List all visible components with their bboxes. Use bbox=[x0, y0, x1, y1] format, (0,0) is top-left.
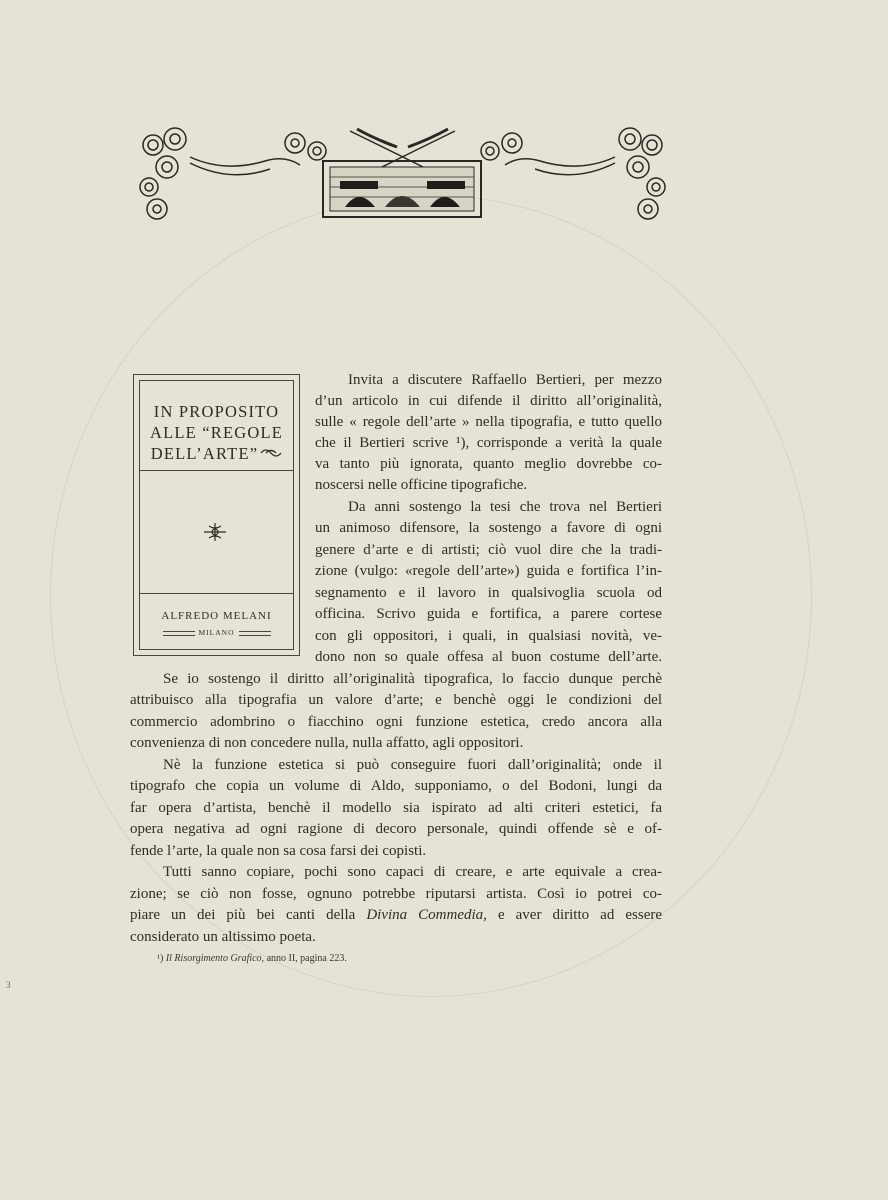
footnote-source: Il Risorgimento Grafico, bbox=[165, 953, 265, 964]
column-line: sulle « regole dell’arte » nella tipografia, e tutto quello bbox=[315, 414, 662, 430]
column-line: noscersi nelle officine tipografiche. bbox=[315, 477, 528, 493]
body-line: Nè la funzione estetica si può conseguire fuori dall’originalità; onde il bbox=[163, 757, 662, 773]
column-line: dono non so quale offesa al buon costume dell’arte. bbox=[315, 649, 662, 665]
body-line: fende l’arte, la quale non sa cosa farsi dei copisti. bbox=[130, 843, 427, 859]
title-line-2: ALLE “REGOLE bbox=[149, 423, 284, 442]
title-line-3-text: DELL’ARTE” bbox=[150, 444, 259, 463]
title-line-3 bbox=[140, 443, 293, 464]
footnote bbox=[157, 953, 347, 964]
footnote-detail: anno II, pagina 223. bbox=[266, 953, 347, 964]
body-line-part: piare un dei più bei canti della bbox=[130, 907, 356, 923]
leaf-flourish-icon bbox=[260, 447, 282, 459]
column-line: con gli oppositori, i quali, in qualsiasi novità, ve- bbox=[315, 628, 662, 644]
column-line: Invita a discutere Raffaello Bertieri, per mezzo bbox=[348, 372, 662, 388]
city-label: MILANO bbox=[198, 628, 235, 637]
title-box-inner-frame bbox=[139, 380, 294, 650]
title-box bbox=[133, 374, 300, 656]
author-name: ALFREDO MELANI bbox=[161, 610, 272, 622]
column-line: officina. Scrivo guida e fortifica, a parere cortese bbox=[315, 606, 662, 622]
work-title: Divina Commedia, bbox=[366, 907, 487, 923]
column-line: d’un articolo in cui difende il diritto all’originalità, bbox=[315, 393, 662, 409]
footnote-marker: ¹) bbox=[157, 953, 164, 964]
body-line: convenienza di non concedere nulla, nulla affatto, agli oppositori. bbox=[130, 735, 524, 751]
body-line: considerato un altissimo poeta. bbox=[130, 929, 316, 945]
column-line: Da anni sostengo la tesi che trova nel Bertieri bbox=[348, 499, 662, 515]
title-box-lower-rule bbox=[140, 593, 293, 594]
body-line-with-title bbox=[130, 905, 662, 926]
page-number: 3 bbox=[6, 980, 11, 990]
title-box-heading bbox=[140, 401, 293, 464]
column-line: genere d’arte e di artisti; ciò vuol dire che la tradi- bbox=[315, 542, 662, 558]
body-line: commercio adombrino o fiacchino ogni funzione estetica, credo ancora alla bbox=[130, 714, 662, 730]
body-line: attribuisco alla tipografia un valore d’arte; e benchè oggi le condizioni del bbox=[130, 692, 662, 708]
title-box-upper-rule bbox=[140, 470, 293, 471]
column-line: segnamento e il lavoro in qualsivoglia scuola od bbox=[315, 585, 662, 601]
body-line-part: e aver diritto ad essere bbox=[497, 907, 663, 923]
body-line: tipografo che copia un volume di Aldo, supponiamo, o del Bodoni, lungi da bbox=[130, 778, 662, 794]
column-line: un animoso difensore, la sostengo a favore di ogni bbox=[315, 520, 662, 536]
body-line: zione; se ciò non fosse, ognuno potrebbe riputarsi artista. Così io potrei co- bbox=[130, 886, 662, 902]
fleuron-icon bbox=[200, 521, 230, 543]
body-line: Se io sostengo il diritto all’originalità tipografica, lo faccio dunque perchè bbox=[163, 671, 662, 687]
body-line: far opera d’artista, benchè il modello sia ispirato ad alti criteri estetici, fa bbox=[130, 800, 662, 816]
body-line: opera negativa ad ogni ragione di decoro personale, quindi offende sè e of- bbox=[130, 821, 662, 837]
column-line: che il Bertieri scrive ¹), corrisponde a verità la quale bbox=[315, 435, 662, 451]
column-line: va tanto più ignorata, quanto meglio dovrebbe co- bbox=[315, 456, 662, 472]
title-line-1: IN PROPOSITO bbox=[153, 402, 280, 421]
imprint-city bbox=[140, 628, 293, 637]
column-line: zione (vulgo: «regole dell’arte») guida e fortifica l’in- bbox=[315, 563, 662, 579]
body-line: Tutti sanno copiare, pochi sono capaci di creare, e arte equivale a crea- bbox=[163, 864, 662, 880]
floral-header-ornament bbox=[135, 125, 670, 225]
